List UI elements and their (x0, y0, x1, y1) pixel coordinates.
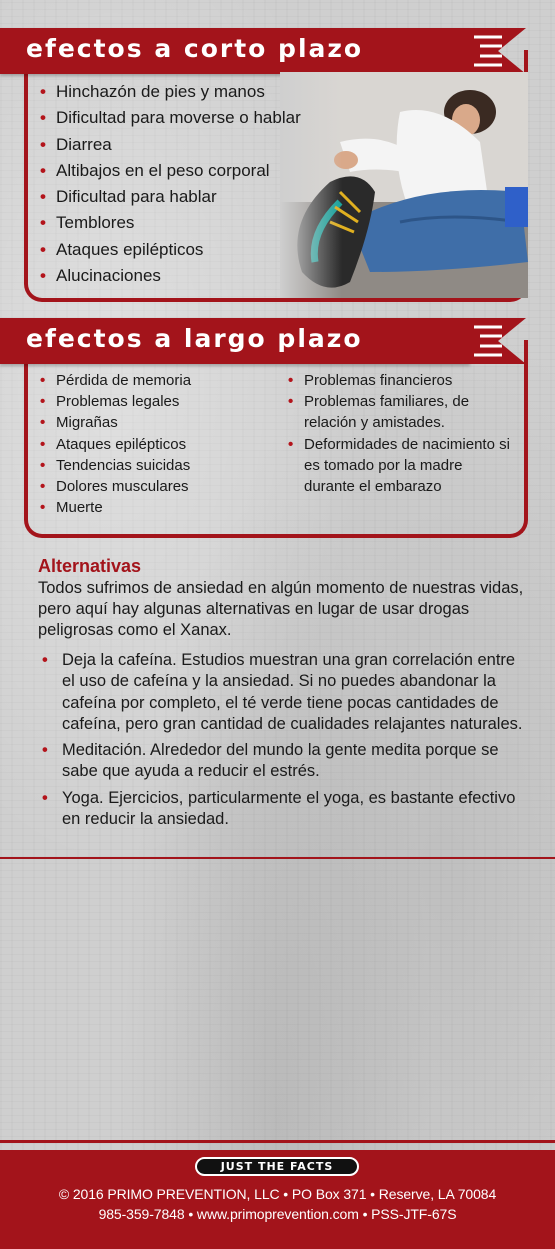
long-term-title: efectos a largo plazo (26, 324, 363, 353)
short-term-title: efectos a corto plazo (26, 34, 364, 63)
banner-chevron-icon (462, 318, 542, 364)
list-item: • Dificultad para hablar (38, 184, 338, 210)
long-term-list-right (286, 370, 516, 497)
list-item: • Hinchazón de pies y manos (38, 79, 338, 105)
alternatives-list (40, 650, 530, 835)
list-item: • Dificultad para moverse o hablar (38, 105, 338, 131)
footer-contact: 985-359-7848 • www.primoprevention.com • PSS-JTF-67S (98, 1206, 457, 1222)
list-item: • Yoga. Ejercicios, particularmente el yoga, es bastante efectivo en reducir la ansiedad. (40, 788, 530, 831)
footer (0, 1150, 555, 1249)
list-item: • Alucinaciones (38, 263, 338, 289)
alternatives-heading: Alternativas (38, 556, 142, 576)
footer-address: © 2016 PRIMO PREVENTION, LLC • PO Box 371 • Reserve, LA 70084 (58, 1186, 497, 1202)
just-the-facts-badge: JUST THE FACTS (195, 1157, 359, 1176)
alternatives-intro: Todos sufrimos de ansiedad en algún momento de nuestras vidas, pero aquí hay algunas alternativas en lugar de usar drogas peligrosas como el Xanax. (38, 579, 524, 639)
list-item: • Ataques epilépticos (38, 237, 338, 263)
long-term-banner (0, 318, 470, 364)
list-item: • Dolores musculares (38, 476, 278, 497)
short-term-banner (0, 28, 470, 74)
list-item: • Problemas familiares, de relación y amistades. (286, 391, 516, 433)
divider (0, 857, 555, 859)
list-item: • Tendencias suicidas (38, 455, 278, 476)
long-term-list-left (38, 370, 278, 518)
banner-chevron-icon (462, 28, 542, 74)
list-item: • Deformidades de nacimiento si es tomado por la madre durante el embarazo (286, 434, 516, 498)
list-item: • Problemas legales (38, 391, 278, 412)
list-item: • Muerte (38, 497, 278, 518)
list-item: • Meditación. Alrededor del mundo la gente medita porque se sabe que ayuda a reducir el estrés. (40, 740, 530, 783)
list-item: • Temblores (38, 210, 338, 236)
list-item: • Migrañas (38, 412, 278, 433)
list-item: • Problemas financieros (286, 370, 516, 391)
list-item: • Diarrea (38, 132, 338, 158)
list-item: • Pérdida de memoria (38, 370, 278, 391)
short-term-list (38, 79, 338, 289)
list-item: • Ataques epilépticos (38, 434, 278, 455)
divider (0, 1140, 555, 1143)
list-item: • Altibajos en el peso corporal (38, 158, 338, 184)
list-item: • Deja la cafeína. Estudios muestran una gran correlación entre el uso de cafeína y la ansiedad. Si no puedes abandonar la cafeína por completo, el té verde tiene pocas cantidades de cafeína, pero gran cantidad de cualidades relajantes naturales. (40, 650, 530, 735)
